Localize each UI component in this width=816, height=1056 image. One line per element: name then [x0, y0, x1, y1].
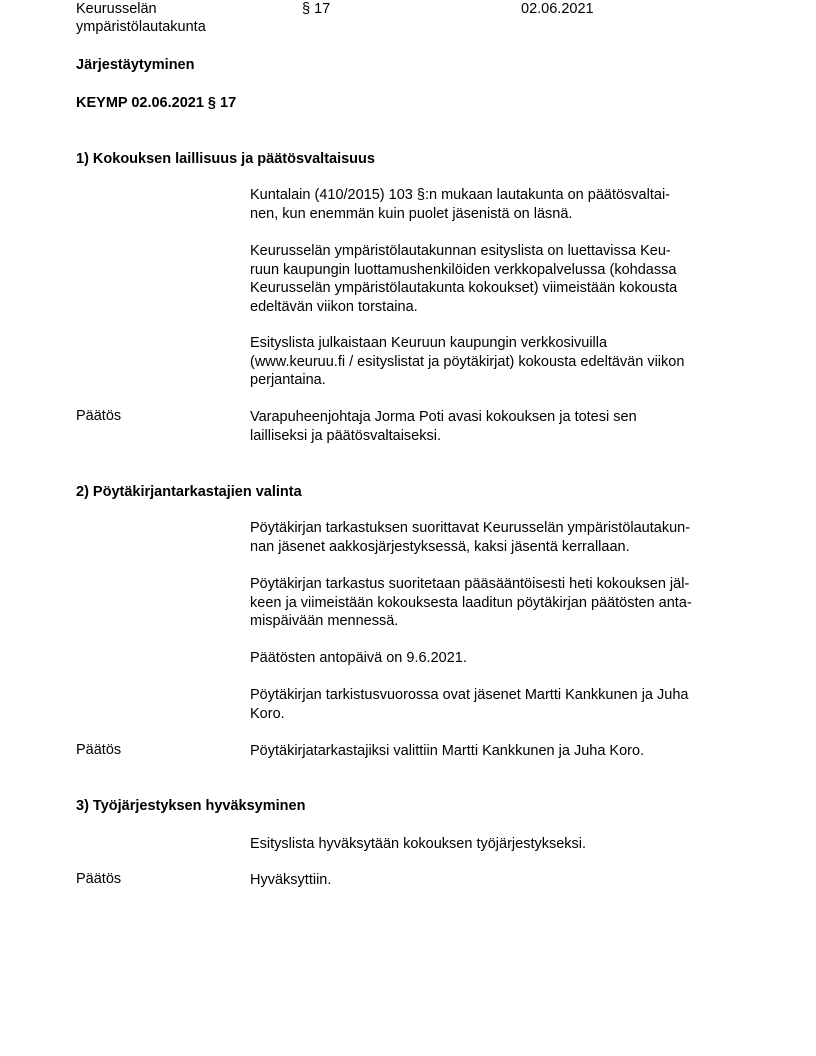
text-line: Pöytäkirjan tarkastus suoritetaan pääsääntöisesti heti kokouksen jäl- [250, 576, 690, 592]
section-1-paragraph-2 [250, 242, 750, 316]
text-line: Keurusselän ympäristölautakunnan esityslista on luettavissa Keu- [250, 243, 671, 259]
section-1-decision-text [250, 408, 750, 445]
text-line: Pöytäkirjatarkastajiksi valittiin Martti Kankkunen ja Juha Koro. [250, 743, 645, 759]
text-line: Pöytäkirjan tarkistusvuorossa ovat jäsenet Martti Kankkunen ja Juha [250, 687, 689, 703]
section-2-decision-text [250, 742, 750, 761]
text-line: keen ja viimeistään kokouksesta laaditun pöytäkirjan päätösten anta- [250, 594, 692, 611]
section-2-heading: 2) Pöytäkirjantarkastajien valinta [76, 484, 302, 500]
section-1-decision-label: Päätös [76, 408, 122, 424]
text-line: perjantaina. [250, 372, 326, 388]
text-line: Koro. [250, 705, 285, 722]
text-line: nan jäsenet aakkosjärjestyksessä, kaksi jäsentä kerrallaan. [250, 538, 630, 555]
section-2-paragraph-4 [250, 686, 750, 723]
document-title: Järjestäytyminen [76, 57, 195, 73]
header-organization [76, 0, 276, 36]
header-date: 02.06.2021 [521, 1, 594, 17]
header-org-line1: Keurusselän [76, 1, 157, 17]
text-line: edeltävän viikon torstaina. [250, 298, 418, 315]
text-line: mispäivään mennessä. [250, 613, 399, 629]
document-reference: KEYMP 02.06.2021 § 17 [76, 95, 237, 111]
text-line: Kuntalain (410/2015) 103 §:n mukaan lautakunta on päätösvaltai- [250, 187, 670, 203]
text-line: (www.keuruu.fi / esityslistat ja pöytäkirjat) kokousta edeltävän viikon [250, 353, 685, 370]
text-line: lailliseksi ja päätösvaltaiseksi. [250, 427, 441, 444]
text-line: Pöytäkirjan tarkastuksen suorittavat Keurusselän ympäristölautakun- [250, 520, 691, 536]
text-line: Keurusselän ympäristölautakunta kokoukset) viimeistään kokousta [250, 280, 678, 296]
section-3-heading: 3) Työjärjestyksen hyväksyminen [76, 798, 306, 814]
header-section-number: § 17 [302, 1, 331, 17]
text-line: Päätösten antopäivä on 9.6.2021. [250, 650, 467, 666]
section-3-decision-text [250, 871, 750, 890]
text-line: nen, kun enemmän kuin puolet jäsenistä on läsnä. [250, 205, 573, 222]
section-2-paragraph-1 [250, 519, 750, 556]
text-line: Hyväksyttiin. [250, 872, 332, 888]
section-2-paragraph-3 [250, 649, 750, 668]
text-line: ruun kaupungin luottamushenkilöiden verkkopalvelussa (kohdassa [250, 261, 677, 278]
section-1-heading: 1) Kokouksen laillisuus ja päätösvaltaisuus [76, 151, 375, 167]
section-1-paragraph-1 [250, 186, 750, 223]
text-line: Esityslista hyväksytään kokouksen työjärjestykseksi. [250, 836, 587, 852]
section-2-paragraph-2 [250, 575, 750, 631]
text-line: Varapuheenjohtaja Jorma Poti avasi kokouksen ja totesi sen [250, 409, 637, 425]
text-line: Esityslista julkaistaan Keuruun kaupungin verkkosivuilla [250, 335, 608, 351]
section-1-paragraph-3 [250, 334, 750, 390]
header-org-line2: ympäristölautakunta [76, 19, 206, 35]
section-3-paragraph-1 [250, 835, 750, 854]
section-2-decision-label: Päätös [76, 742, 122, 758]
section-3-decision-label: Päätös [76, 871, 122, 887]
